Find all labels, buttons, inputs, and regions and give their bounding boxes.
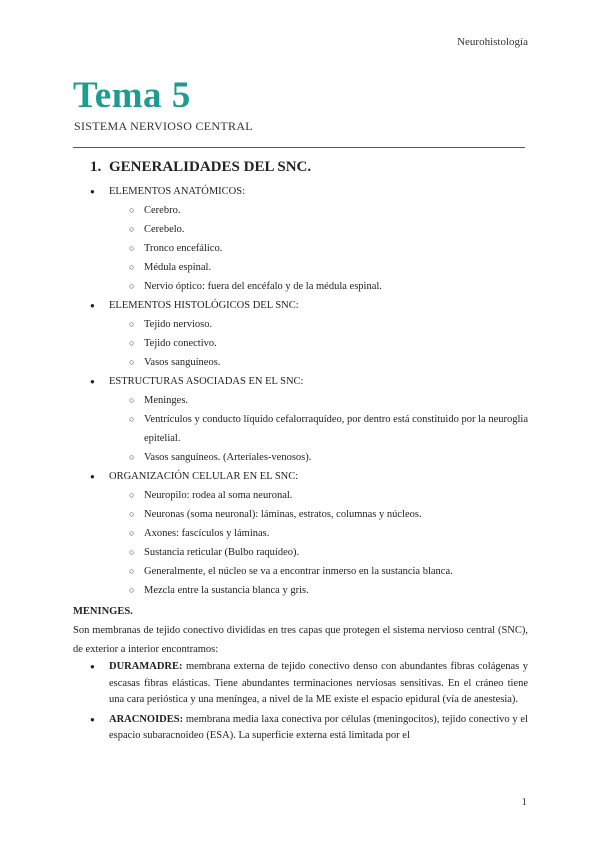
bullet-circle-icon: ○ [129, 395, 135, 405]
bullet-disc-icon: ● [90, 662, 95, 671]
bullet-disc-icon: ● [90, 187, 95, 196]
sublist [109, 201, 528, 296]
list-item: ○ Tejido nervioso. [73, 315, 528, 334]
meninges-list [73, 659, 528, 745]
group-label: ORGANIZACIÓN CELULAR EN EL SNC: [109, 471, 299, 482]
bullet-circle-icon: ○ [129, 547, 135, 557]
bullet-disc-icon: ● [90, 301, 95, 310]
list-item: ○ Ventrículos y conducto líquido cefalorraquídeo, por dentro está constituido por la neuroglia epitelial. [73, 410, 528, 448]
section-heading [90, 156, 528, 178]
layer-description: membrana externa de tejido conectivo denso con abundantes fibras colágenas y escasas fibras elásticas. Tiene abundantes terminaciones nerviosas sensitivas. En el cráneo tiene una cara perióstica y una meníngea, a nivel de la ME existe el espacio epidural (vía de anestesia). [109, 661, 528, 705]
bullet-circle-icon: ○ [129, 224, 135, 234]
list-item: ○ Meninges. [73, 391, 528, 410]
bullet-circle-icon: ○ [129, 566, 135, 576]
chapter-title: Tema 5 [73, 75, 191, 116]
bullet-disc-icon: ● [90, 472, 95, 481]
page-number: 1 [521, 796, 527, 808]
list-item: ○ Tejido conectivo. [73, 334, 528, 353]
list-item: ○ Mezcla entre la sustancia blanca y gris. [73, 581, 528, 600]
list-item: ○ Cerebro. [73, 201, 528, 220]
bullet-circle-icon: ○ [129, 205, 135, 215]
group-label: ELEMENTOS ANATÓMICOS: [109, 186, 246, 197]
outline-group [73, 182, 528, 296]
sublist [109, 486, 528, 600]
bullet-disc-icon: ● [90, 377, 95, 386]
bullet-circle-icon: ○ [129, 452, 135, 462]
outline-group [73, 372, 528, 467]
bullet-circle-icon: ○ [129, 338, 135, 348]
bullet-circle-icon: ○ [129, 262, 135, 272]
sublist [109, 391, 528, 467]
list-item: ○ Vasos sanguíneos. [73, 353, 528, 372]
bullet-circle-icon: ○ [129, 281, 135, 291]
meninges-heading: MENINGES. [73, 606, 133, 617]
bullet-circle-icon: ○ [129, 490, 135, 500]
meninges-layer [73, 659, 528, 709]
bullet-disc-icon: ● [90, 714, 95, 724]
bullet-circle-icon: ○ [129, 528, 135, 538]
bullet-circle-icon: ○ [129, 509, 135, 519]
outline-list [73, 182, 528, 600]
running-header: Neurohistología [457, 36, 528, 48]
group-label: ELEMENTOS HISTOLÓGICOS DEL SNC: [109, 300, 299, 311]
list-item: ○ Cerebelo. [73, 220, 528, 239]
outline-group [73, 296, 528, 372]
bullet-circle-icon: ○ [129, 243, 135, 253]
group-label: ESTRUCTURAS ASOCIADAS EN EL SNC: [109, 376, 304, 387]
layer-name: DURAMADRE: [109, 661, 183, 672]
body-content [73, 156, 528, 748]
list-item: ○ Vasos sanguíneos. (Arteriales-venosos). [73, 448, 528, 467]
list-item: ○ Neuropilo: rodea al soma neuronal. [73, 486, 528, 505]
layer-name: ARACNOIDES: [109, 713, 184, 725]
outline-group [73, 467, 528, 600]
meninges-intro: Son membranas de tejido conectivo divididas en tres capas que protegen el sistema nervioso central (SNC), de exterior a interior encontramos: [73, 625, 528, 655]
list-item: ○ Médula espinal. [73, 258, 528, 277]
section-number: 1. [90, 159, 102, 175]
bullet-circle-icon: ○ [129, 585, 135, 595]
list-item: ○ Nervio óptico: fuera del encéfalo y de la médula espinal. [73, 277, 528, 296]
bullet-circle-icon: ○ [129, 414, 135, 424]
list-item: ○ Axones: fascículos y láminas. [73, 524, 528, 543]
section-title: GENERALIDADES DEL SNC. [109, 159, 312, 175]
layer-description: membrana media laxa conectiva por células (meningocitos), tejido conectivo y el espacio subaracnoideo (ESA). La superficie externa está limitada por el [109, 713, 528, 741]
list-item: ○ Sustancia reticular (Bulbo raquídeo). [73, 543, 528, 562]
list-item: ○ Tronco encefálico. [73, 239, 528, 258]
bullet-circle-icon: ○ [129, 357, 135, 367]
list-item: ○ Generalmente, el núcleo se va a encontrar inmerso en la sustancia blanca. [73, 562, 528, 581]
chapter-subtitle: SISTEMA NERVIOSO CENTRAL [74, 119, 253, 133]
meninges-layer [73, 712, 528, 745]
sublist [109, 315, 528, 372]
bullet-circle-icon: ○ [129, 319, 135, 329]
title-divider [73, 147, 525, 148]
list-item: ○ Neuronas (soma neuronal): láminas, estratos, columnas y núcleos. [73, 505, 528, 524]
